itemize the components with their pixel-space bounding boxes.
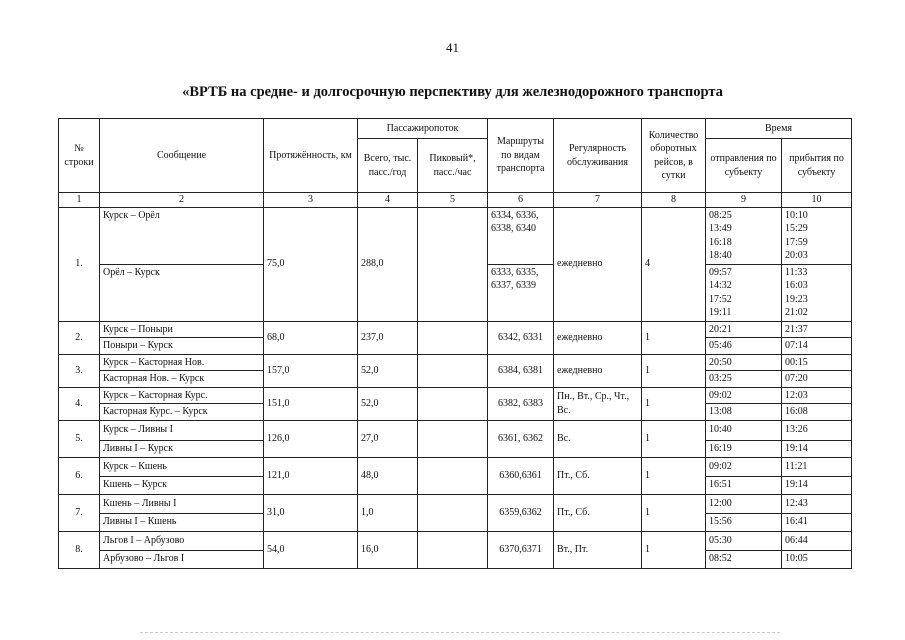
trips-value: 1 xyxy=(642,420,706,457)
route-numbers: 6361, 6362 xyxy=(488,420,554,457)
length-value: 54,0 xyxy=(264,531,358,568)
departure-time: 15:56 xyxy=(706,513,782,531)
table-row xyxy=(59,387,852,404)
direction-name: Ливны I – Кшень xyxy=(100,513,264,531)
arrival-time: 12:43 xyxy=(782,494,852,513)
direction-name: Касторная Курс. – Курск xyxy=(100,404,264,421)
arrival-time: 21:02 xyxy=(785,307,808,318)
departure-time: 16:18 xyxy=(709,236,732,248)
header-regularity: Регулярность обслуживания xyxy=(554,119,642,193)
total-value: 16,0 xyxy=(358,531,418,568)
column-number: 5 xyxy=(418,193,488,208)
row-number: 6. xyxy=(59,457,100,494)
departure-times xyxy=(706,207,782,264)
table-row xyxy=(59,207,852,264)
row-number: 7. xyxy=(59,494,100,531)
peak-value xyxy=(418,387,488,420)
direction-name: Курск – Касторная Курс. xyxy=(100,387,264,404)
header-trips: Количество оборотных рейсов, в сутки xyxy=(642,119,706,193)
direction-name: Кшень – Курск xyxy=(100,476,264,494)
peak-value xyxy=(418,457,488,494)
table-row xyxy=(59,321,852,338)
route-numbers: 6334, 6336, 6338, 6340 xyxy=(488,207,554,264)
departure-time: 13:49 xyxy=(709,223,732,234)
departure-time: 16:19 xyxy=(706,440,782,457)
table-row xyxy=(59,457,852,476)
departure-time: 17:52 xyxy=(709,293,732,305)
arrival-time: 17:59 xyxy=(785,236,808,248)
arrival-time: 19:14 xyxy=(782,440,852,457)
arrival-time: 10:10 xyxy=(785,209,808,221)
schedule-table xyxy=(58,118,852,569)
arrival-times xyxy=(782,264,852,321)
trips-value: 1 xyxy=(642,321,706,354)
peak-value xyxy=(418,207,488,321)
departure-time: 19:11 xyxy=(709,307,732,318)
direction-name: Арбузово – Льгов I xyxy=(100,550,264,568)
peak-value xyxy=(418,494,488,531)
column-number: 10 xyxy=(782,193,852,208)
regularity-value: ежедневно xyxy=(554,207,642,321)
table-row xyxy=(59,354,852,371)
arrival-time: 19:23 xyxy=(785,293,808,305)
departure-time: 16:51 xyxy=(706,476,782,494)
regularity-value: Вт., Пт. xyxy=(554,531,642,568)
trips-value: 1 xyxy=(642,494,706,531)
direction-name: Кшень – Ливны I xyxy=(100,494,264,513)
departure-time: 18:40 xyxy=(709,250,732,261)
arrival-time: 06:44 xyxy=(782,531,852,550)
regularity-value: ежедневно xyxy=(554,321,642,354)
departure-time: 10:40 xyxy=(706,420,782,440)
header-departure: отправления по субъекту xyxy=(706,139,782,193)
column-number: 4 xyxy=(358,193,418,208)
length-value: 121,0 xyxy=(264,457,358,494)
peak-value xyxy=(418,531,488,568)
length-value: 68,0 xyxy=(264,321,358,354)
arrival-time: 15:29 xyxy=(785,223,808,234)
departure-time: 05:46 xyxy=(706,338,782,355)
arrival-time: 10:05 xyxy=(782,550,852,568)
row-number: 1. xyxy=(59,207,100,321)
length-value: 157,0 xyxy=(264,354,358,387)
column-number: 2 xyxy=(100,193,264,208)
trips-value: 1 xyxy=(642,531,706,568)
header-routes: Маршруты по видам транспорта xyxy=(488,119,554,193)
direction-name: Курск – Касторная Нов. xyxy=(100,354,264,371)
column-number: 9 xyxy=(706,193,782,208)
arrival-time: 20:03 xyxy=(785,250,808,261)
direction-name: Ливны I – Курск xyxy=(100,440,264,457)
regularity-value: Пт., Сб. xyxy=(554,457,642,494)
header-time: Время xyxy=(706,119,852,139)
direction-name: Касторная Нов. – Курск xyxy=(100,371,264,388)
departure-time: 20:21 xyxy=(706,321,782,338)
peak-value xyxy=(418,354,488,387)
trips-value: 1 xyxy=(642,387,706,420)
regularity-value: Пн., Вт., Ср., Чт., Вс. xyxy=(554,387,642,420)
departure-time: 14:32 xyxy=(709,280,732,291)
departure-time: 09:57 xyxy=(709,266,732,278)
arrival-time: 11:33 xyxy=(785,266,808,278)
header-length: Протяжённость, км xyxy=(264,119,358,193)
arrival-time: 07:20 xyxy=(782,371,852,388)
table-row xyxy=(59,494,852,513)
direction-name: Курск – Кшень xyxy=(100,457,264,476)
header-passenger-flow: Пассажиропоток xyxy=(358,119,488,139)
total-value: 48,0 xyxy=(358,457,418,494)
direction-name: Льгов I – Арбузово xyxy=(100,531,264,550)
route-numbers: 6370,6371 xyxy=(488,531,554,568)
departure-time: 08:25 xyxy=(709,209,732,221)
header-peak: Пиковый*, пасс./час xyxy=(418,139,488,193)
total-value: 1,0 xyxy=(358,494,418,531)
length-value: 151,0 xyxy=(264,387,358,420)
header-message: Сообщение xyxy=(100,119,264,193)
direction-name: Поныри – Курск xyxy=(100,338,264,355)
route-numbers: 6360,6361 xyxy=(488,457,554,494)
departure-time: 09:02 xyxy=(706,387,782,404)
trips-value: 1 xyxy=(642,457,706,494)
arrival-time: 12:03 xyxy=(782,387,852,404)
departure-time: 03:25 xyxy=(706,371,782,388)
column-number: 1 xyxy=(59,193,100,208)
header-total: Всего, тыс. пасс./год xyxy=(358,139,418,193)
total-value: 52,0 xyxy=(358,354,418,387)
regularity-value: Пт., Сб. xyxy=(554,494,642,531)
arrival-time: 16:03 xyxy=(785,280,808,291)
column-number: 7 xyxy=(554,193,642,208)
total-value: 52,0 xyxy=(358,387,418,420)
departure-time: 08:52 xyxy=(706,550,782,568)
peak-value xyxy=(418,420,488,457)
arrival-time: 07:14 xyxy=(782,338,852,355)
arrival-time: 16:08 xyxy=(782,404,852,421)
departure-time: 09:02 xyxy=(706,457,782,476)
departure-time: 05:30 xyxy=(706,531,782,550)
page-number: 41 xyxy=(446,40,459,55)
arrival-time: 11:21 xyxy=(782,457,852,476)
total-value: 27,0 xyxy=(358,420,418,457)
total-value: 288,0 xyxy=(358,207,418,321)
row-number: 2. xyxy=(59,321,100,354)
arrival-time: 13:26 xyxy=(782,420,852,440)
regularity-value: ежедневно xyxy=(554,354,642,387)
header-arrival: прибытия по субъекту xyxy=(782,139,852,193)
direction-name: Курск – Ливны I xyxy=(100,420,264,440)
length-value: 75,0 xyxy=(264,207,358,321)
peak-value xyxy=(418,321,488,354)
header-row-no: № строки xyxy=(59,119,100,193)
departure-time: 20:50 xyxy=(706,354,782,371)
length-value: 31,0 xyxy=(264,494,358,531)
arrival-time: 16:41 xyxy=(782,513,852,531)
route-numbers: 6382, 6383 xyxy=(488,387,554,420)
arrival-time: 19:14 xyxy=(782,476,852,494)
departure-time: 12:00 xyxy=(706,494,782,513)
direction-name: Курск – Орёл xyxy=(100,207,264,264)
direction-name: Курск – Поныри xyxy=(100,321,264,338)
row-number: 5. xyxy=(59,420,100,457)
trips-value: 1 xyxy=(642,354,706,387)
row-number: 8. xyxy=(59,531,100,568)
route-numbers: 6342, 6331 xyxy=(488,321,554,354)
column-number: 3 xyxy=(264,193,358,208)
direction-name: Орёл – Курск xyxy=(100,264,264,321)
arrival-times xyxy=(782,207,852,264)
route-numbers: 6359,6362 xyxy=(488,494,554,531)
route-numbers: 6333, 6335, 6337, 6339 xyxy=(488,264,554,321)
departure-times xyxy=(706,264,782,321)
regularity-value: Вс. xyxy=(554,420,642,457)
table-row xyxy=(59,531,852,550)
column-number: 8 xyxy=(642,193,706,208)
total-value: 237,0 xyxy=(358,321,418,354)
departure-time: 13:08 xyxy=(706,404,782,421)
trips-value: 4 xyxy=(642,207,706,321)
column-number: 6 xyxy=(488,193,554,208)
arrival-time: 00:15 xyxy=(782,354,852,371)
route-numbers: 6384, 6381 xyxy=(488,354,554,387)
row-number: 4. xyxy=(59,387,100,420)
length-value: 126,0 xyxy=(264,420,358,457)
table-row xyxy=(59,420,852,440)
arrival-time: 21:37 xyxy=(782,321,852,338)
page-bottom-edge xyxy=(140,632,780,635)
document-title: «ВРТБ на средне- и долгосрочную перспективу для железнодорожного транспорта xyxy=(182,84,723,100)
row-number: 3. xyxy=(59,354,100,387)
